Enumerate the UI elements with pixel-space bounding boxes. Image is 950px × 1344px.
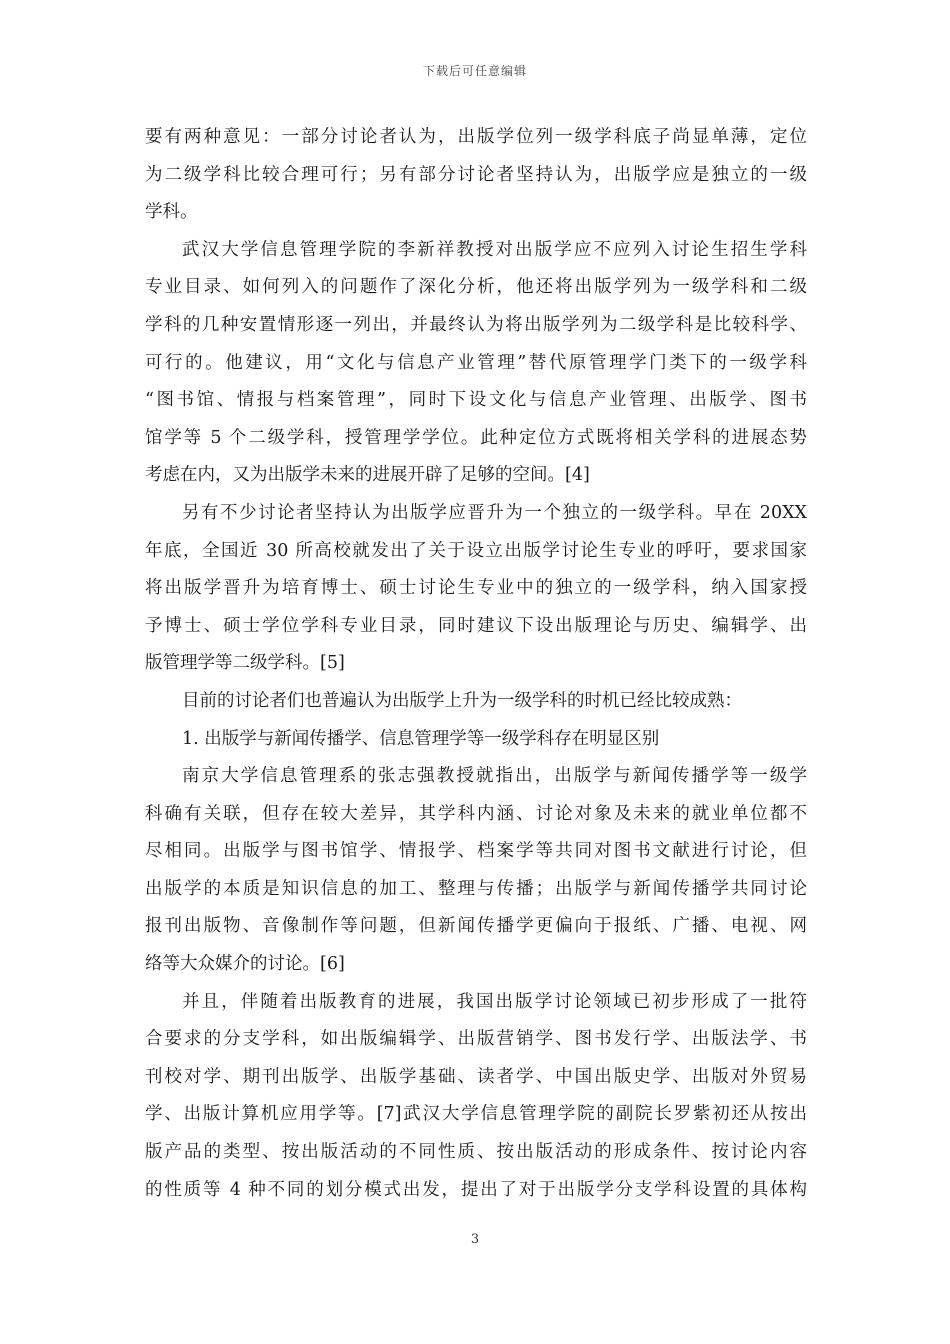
text-line: 的性质等 4 种不同的划分模式出发，提出了对于出版学分支学科设置的具体构 xyxy=(145,1179,807,1200)
text-line: 武汉大学信息管理学院的李新祥教授对出版学应不应列入讨论生招生学科 xyxy=(182,239,807,260)
text-line: 报刊出版物、音像制作等问题，但新闻传播学更偏向于报纸、广播、电视、网 xyxy=(145,916,807,937)
text-line: 为二级学科比较合理可行；另有部分讨论者坚持认为，出版学应是独立的一级 xyxy=(145,164,807,185)
page-number: 3 xyxy=(470,1232,480,1247)
text-line: 将出版学晋升为培育博士、硕士讨论生专业中的独立的一级学科，纳入国家授 xyxy=(145,578,807,599)
text-line: 科确有关联，但存在较大差异，其学科内涵、讨论对象及未来的就业单位都不 xyxy=(145,803,807,824)
text-line: “图书馆、情报与档案管理”，同时下设文化与信息产业管理、出版学、图书 xyxy=(145,390,807,411)
text-line: 合要求的分支学科，如出版编辑学、出版营销学、图书发行学、出版法学、书 xyxy=(145,1029,807,1050)
text-line: 要有两种意见：一部分讨论者认为，出版学位列一级学科底子尚显单薄，定位 xyxy=(145,127,807,147)
page-header-note: 下载后可任意编辑 xyxy=(422,64,527,78)
text-line: 尽相同。出版学与图书馆学、情报学、档案学等共同对图书文献进行讨论，但 xyxy=(145,841,807,862)
section-heading: 1. 出版学与新闻传播学、信息管理学等一级学科存在明显区别 xyxy=(182,728,660,749)
text-line: 络等大众媒介的讨论。[6] xyxy=(145,954,345,975)
text-line: 学科。 xyxy=(145,202,198,223)
text-line: 并且，伴随着出版教育的进展，我国出版学讨论领域已初步形成了一批符 xyxy=(182,991,807,1012)
text-line: 学、出版计算机应用学等。[7]武汉大学信息管理学院的副院长罗紫初还从按出 xyxy=(145,1104,807,1125)
text-line: 学科的几种安置情形逐一列出，并最终认为将出版学列为二级学科是比较科学、 xyxy=(145,314,807,335)
text-line: 予博士、硕士学位学科专业目录，同时建议下设出版理论与历史、编辑学、出 xyxy=(145,615,807,636)
text-line: 可行的。他建议，用“文化与信息产业管理”替代原管理学门类下的一级学科 xyxy=(145,352,807,373)
text-line: 出版学的本质是知识信息的加工、整理与传播；出版学与新闻传播学共同讨论 xyxy=(145,878,807,899)
text-line: 南京大学信息管理系的张志强教授就指出，出版学与新闻传播学等一级学 xyxy=(182,766,807,787)
text-line: 版产品的类型、按出版活动的不同性质、按出版活动的形成条件、按讨论内容 xyxy=(145,1142,807,1163)
text-line: 目前的讨论者们也普遍认为出版学上升为一级学科的时机已经比较成熟： xyxy=(182,690,742,711)
text-line: 馆学等 5 个二级学科，授管理学学位。此种定位方式既将相关学科的进展态势 xyxy=(145,427,807,448)
text-line: 刊校对学、期刊出版学、出版学基础、读者学、中国出版史学、出版对外贸易 xyxy=(145,1066,807,1087)
text-line: 另有不少讨论者坚持认为出版学应晋升为一个独立的一级学科。早在 20XX xyxy=(182,502,807,523)
text-line: 年底，全国近 30 所高校就发出了关于设立出版学讨论生专业的呼吁，要求国家 xyxy=(145,540,807,561)
text-line: 考虑在内，又为出版学未来的进展开辟了足够的空间。[4] xyxy=(145,465,590,486)
text-line: 专业目录、如何列入的问题作了深化分析，他还将出版学列为一级学科和二级 xyxy=(145,277,807,298)
text-line: 版管理学等二级学科。[5] xyxy=(145,653,345,674)
document-body xyxy=(145,119,807,1209)
